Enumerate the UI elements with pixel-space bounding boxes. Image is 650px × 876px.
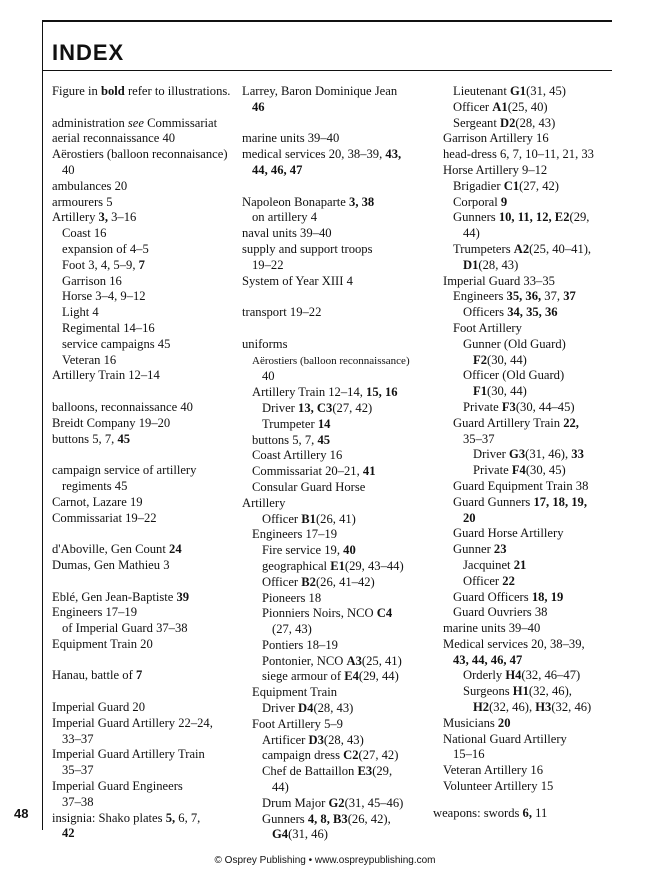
index-entry: Private F3(30, 44–45) — [463, 399, 575, 414]
index-entry: F1(30, 44) — [473, 384, 527, 399]
index-entry: Aërostiers (balloon reconnaissance) — [252, 354, 410, 367]
index-entry: transport 19–22 — [242, 305, 322, 320]
index-entry: insignia: Shako plates 5, 6, 7, — [52, 810, 201, 825]
index-entry: Medical services 20, 38–39, — [443, 636, 585, 651]
index-entry: expansion of 4–5 — [62, 241, 149, 256]
index-entry: Driver G3(31, 46), 33 — [473, 447, 584, 462]
index-entry: Private F4(30, 45) — [473, 463, 566, 478]
index-entry: Sergeant D2(28, 43) — [453, 115, 556, 130]
entry-gap — [52, 653, 242, 669]
index-entry: Eblé, Gen Jean-Baptiste 39 — [52, 589, 190, 604]
index-entry: Jacquinet 21 — [463, 557, 527, 572]
index-entry: 37–38 — [62, 794, 94, 809]
index-entry: Corporal 9 — [453, 194, 508, 209]
index-column-2 — [242, 84, 436, 843]
index-entry: F2(30, 44) — [473, 352, 527, 367]
index-entry: siege armour of E4(29, 44) — [262, 669, 399, 684]
entry-gap — [242, 179, 436, 195]
entry-gap — [52, 100, 242, 116]
index-entry: Officer B2(26, 41–42) — [262, 574, 375, 589]
index-entry: 15–16 — [453, 747, 485, 762]
index-entry: regiments 45 — [62, 478, 128, 493]
index-entry: Gunner (Old Guard) — [463, 336, 566, 351]
index-entry: Officers 34, 35, 36 — [463, 305, 558, 320]
index-entry: 44) — [463, 226, 480, 241]
index-entry: Guard Equipment Train 38 — [453, 478, 589, 493]
index-entry: Coast 16 — [62, 226, 107, 241]
index-entry: Artillery Train 12–14, 15, 16 — [252, 385, 398, 400]
index-entry: Veteran Artillery 16 — [443, 763, 544, 778]
index-entry: Fire service 19, 40 — [262, 543, 356, 558]
index-entry: supply and support troops — [242, 241, 373, 256]
top-rule — [42, 20, 612, 22]
index-entry: Guard Officers 18, 19 — [453, 589, 564, 604]
index-entry: Imperial Guard 33–35 — [443, 273, 555, 288]
entry-gap — [242, 116, 436, 132]
index-entry: head-dress 6, 7, 10–11, 21, 33 — [443, 147, 594, 162]
index-entry: D1(28, 43) — [463, 257, 519, 272]
index-entry: (27, 43) — [272, 622, 312, 637]
index-entry: marine units 39–40 — [443, 621, 541, 636]
index-entry: 40 — [62, 162, 75, 177]
entry-gap — [52, 447, 242, 463]
index-entry: National Guard Artillery — [443, 731, 567, 746]
index-entry: Imperial Guard 20 — [52, 700, 146, 715]
index-entry: Gunners 10, 11, 12, E2(29, — [453, 210, 590, 225]
index-entry: System of Year XIII 4 — [242, 273, 353, 288]
index-entry: Volunteer Artillery 15 — [443, 779, 554, 794]
index-entry: Lieutenant G1(31, 45) — [453, 84, 566, 98]
index-entry: of Imperial Guard 37–38 — [62, 621, 188, 636]
index-entry: Guard Artillery Train 22, — [453, 415, 579, 430]
index-entry: campaign dress C2(27, 42) — [262, 748, 399, 763]
entry-gap — [52, 384, 242, 400]
page-number: 48 — [14, 806, 29, 821]
index-entry: aerial reconnaissance 40 — [52, 131, 176, 146]
index-entry: Breidt Company 19–20 — [52, 415, 171, 430]
index-entry: Gunner 23 — [453, 542, 507, 557]
index-entry: naval units 39–40 — [242, 226, 332, 241]
index-entry: Imperial Guard Engineers — [52, 779, 183, 794]
title-rule — [42, 70, 612, 71]
index-entry: Horse Artillery 9–12 — [443, 162, 548, 177]
index-entry: Orderly H4(32, 46–47) — [463, 668, 581, 683]
index-column-3 — [443, 84, 613, 795]
index-entry: Hanau, battle of 7 — [52, 668, 143, 683]
entry-gap — [242, 289, 436, 305]
index-entry: Artillery Train 12–14 — [52, 368, 160, 383]
index-entry: Consular Guard Horse — [252, 479, 366, 494]
index-entry: Aërostiers (balloon reconnaisance) — [52, 147, 228, 162]
entry-gap — [52, 684, 242, 700]
index-entry: Driver 13, C3(27, 42) — [262, 400, 373, 415]
index-entry: 43, 44, 46, 47 — [453, 652, 523, 667]
entry-gap — [52, 526, 242, 542]
index-entry: geographical E1(29, 43–44) — [262, 558, 404, 573]
index-entry: Artificer D3(28, 43) — [262, 732, 364, 747]
index-entry: Guard Gunners 17, 18, 19, — [453, 494, 587, 509]
index-entry: Gunners 4, 8, B3(26, 42), — [262, 811, 391, 826]
index-entry: Commissariat 19–22 — [52, 510, 157, 525]
index-entry: 42 — [62, 826, 75, 841]
index-entry: G4(31, 46) — [272, 827, 328, 842]
index-entry: Musicians 20 — [443, 715, 511, 730]
index-entry: Pontiers 18–19 — [262, 637, 338, 652]
index-entry: Commissariat 20–21, 41 — [252, 464, 376, 479]
index-entry: Artillery — [242, 495, 286, 510]
index-entry: Garrison Artillery 16 — [443, 131, 549, 146]
index-entry: buttons 5, 7, 45 — [52, 431, 131, 446]
index-entry: medical services 20, 38–39, 43, — [242, 147, 402, 162]
index-entry: buttons 5, 7, 45 — [252, 432, 331, 447]
index-entry: 19–22 — [252, 257, 284, 272]
index-entry: Officer (Old Guard) — [463, 368, 565, 383]
index-entry: on artillery 4 — [252, 210, 318, 225]
index-entry: Guard Horse Artillery — [453, 526, 564, 541]
index-entry: 44) — [272, 780, 289, 795]
index-entry: Pontonier, NCO A3(25, 41) — [262, 653, 402, 668]
left-margin-rule — [42, 20, 43, 830]
index-entry: balloons, reconnaissance 40 — [52, 399, 193, 414]
index-entry: ambulances 20 — [52, 178, 128, 193]
index-entry: administration see Commissariat — [52, 115, 218, 130]
index-entry: 20 — [463, 510, 476, 525]
index-entry: armourers 5 — [52, 194, 113, 209]
index-entry: uniforms — [242, 336, 288, 351]
index-entry: Chef de Battaillon E3(29, — [262, 764, 393, 779]
index-entry: Pionniers Noirs, NCO C4 — [262, 606, 393, 621]
index-entry: Artillery 3, 3–16 — [52, 210, 137, 225]
index-entry: Carnot, Lazare 19 — [52, 494, 143, 509]
index-entry: 35–37 — [463, 431, 495, 446]
index-entry: Foot Artillery 5–9 — [252, 716, 343, 731]
entry-gap — [52, 574, 242, 590]
index-column-1 — [52, 84, 242, 842]
index-entry: Brigadier C1(27, 42) — [453, 178, 559, 193]
index-entry: campaign service of artillery — [52, 463, 197, 478]
index-entry: Officer 22 — [463, 573, 515, 588]
index-entry: Equipment Train 20 — [52, 636, 153, 651]
index-entry: Guard Ouvriers 38 — [453, 605, 548, 620]
index-entry: Officer A1(25, 40) — [453, 99, 548, 114]
index-entry: service campaigns 45 — [62, 336, 171, 351]
index-entry: marine units 39–40 — [242, 131, 340, 146]
index-entry: Engineers 17–19 — [52, 605, 137, 620]
index-entry: Light 4 — [62, 305, 99, 320]
index-entry: Veteran 16 — [62, 352, 117, 367]
index-entry: d'Aboville, Gen Count 24 — [52, 542, 182, 557]
index-entry-weapons: weapons: swords 6, 11 — [433, 806, 548, 820]
index-entry: 40 — [262, 369, 275, 384]
entry-gap — [242, 321, 436, 337]
index-entry: 35–37 — [62, 763, 94, 778]
footer-credit: © Osprey Publishing • www.ospreypublishing.com — [214, 855, 436, 866]
index-entry: Trumpeters A2(25, 40–41), — [453, 241, 592, 256]
index-entry: Surgeons H1(32, 46), — [463, 684, 572, 699]
index-entry: Dumas, Gen Mathieu 3 — [52, 557, 170, 572]
index-entry: Driver D4(28, 43) — [262, 701, 354, 716]
index-entry: Engineers 17–19 — [252, 527, 337, 542]
index-entry: Equipment Train — [252, 685, 338, 700]
index-entry: 44, 46, 47 — [252, 162, 303, 177]
index-entry: H2(32, 46), H3(32, 46) — [473, 700, 592, 715]
index-entry: Regimental 14–16 — [62, 320, 155, 335]
index-entry: 46 — [252, 99, 265, 114]
index-entry: Garrison 16 — [62, 273, 122, 288]
page-title: INDEX — [52, 40, 125, 65]
index-entry: Napoleon Bonaparte 3, 38 — [242, 194, 375, 209]
index-entry: Imperial Guard Artillery Train — [52, 747, 205, 762]
index-entry: Engineers 35, 36, 37, 37 — [453, 289, 576, 304]
index-entry: Imperial Guard Artillery 22–24, — [52, 715, 213, 730]
index-entry: Larrey, Baron Dominique Jean — [242, 84, 398, 98]
index-entry: 33–37 — [62, 731, 94, 746]
index-entry: Foot Artillery — [453, 320, 522, 335]
index-entry: Pioneers 18 — [262, 590, 322, 605]
index-entry: Drum Major G2(31, 45–46) — [262, 795, 404, 810]
index-entry: Figure in bold refer to illustrations. — [52, 84, 231, 98]
index-entry: Foot 3, 4, 5–9, 7 — [62, 257, 145, 272]
index-entry: Trumpeter 14 — [262, 416, 331, 431]
index-entry: Horse 3–4, 9–12 — [62, 289, 146, 304]
index-entry: Officer B1(26, 41) — [262, 511, 356, 526]
index-entry: Coast Artillery 16 — [252, 448, 343, 463]
